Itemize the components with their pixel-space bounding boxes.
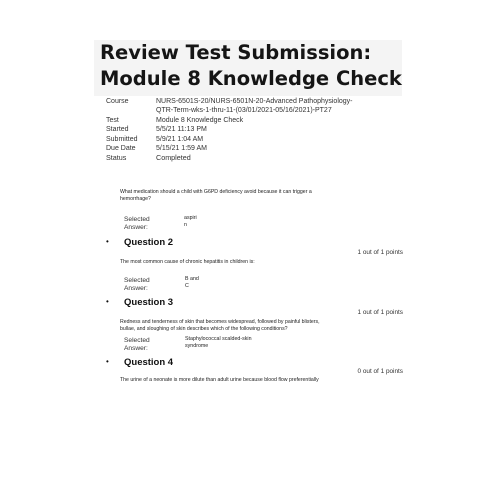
- selected-label-line-2: Answer:: [124, 224, 148, 231]
- submitted-row: [106, 135, 406, 144]
- page-title-line-2: Module 8 Knowledge Check: [100, 67, 402, 90]
- started-row: [106, 125, 406, 134]
- question-1-selected-label: [124, 216, 150, 232]
- question-1-text-line-2: hemorrhage?: [120, 195, 151, 202]
- page-title-line-1: Review Test Submission:: [100, 41, 372, 64]
- question-4-bullet: •: [106, 357, 109, 366]
- question-1-text-line-1: What medication should a child with G6PD deficiency avoid because it can trigger a: [120, 189, 312, 195]
- selected-label-line-2: Answer:: [124, 345, 148, 352]
- answer-line-2: C: [185, 283, 189, 290]
- question-2-selected-label: [124, 277, 150, 293]
- question-1-answer: [184, 215, 197, 229]
- selected-label-line-1: Selected: [124, 216, 150, 223]
- question-3-selected-label: [124, 337, 150, 353]
- course-label: Course: [106, 98, 129, 105]
- test-row: [106, 116, 406, 125]
- question-2-bullet: •: [106, 237, 109, 246]
- answer-line-2: syndrome: [185, 343, 209, 350]
- submitted-value: 5/9/21 1:04 AM: [156, 135, 204, 143]
- submitted-label: Submitted: [106, 135, 138, 143]
- selected-label-line-2: Answer:: [124, 285, 148, 292]
- answer-line-1: Staphylococcal scalded-skin: [185, 336, 252, 342]
- page-title: [100, 40, 410, 92]
- question-2-answer: [185, 276, 199, 290]
- question-3-bullet: •: [106, 297, 109, 306]
- course-row: [106, 97, 406, 116]
- answer-line-1: aspiri: [184, 215, 197, 221]
- test-label: Test: [106, 116, 119, 124]
- selected-label-line-1: Selected: [124, 337, 150, 344]
- due-date-value: 5/15/21 1:59 AM: [156, 145, 207, 153]
- test-value: Module 8 Knowledge Check: [156, 116, 244, 124]
- answer-line-1: B and: [185, 276, 199, 282]
- question-2-points: 1 out of 1 points: [357, 249, 403, 256]
- question-3-heading: Question 3: [124, 297, 174, 308]
- selected-label-line-1: Selected: [124, 277, 150, 284]
- started-label: Started: [106, 126, 129, 134]
- due-date-row: [106, 144, 406, 153]
- started-value: 5/5/21 11:13 PM: [156, 126, 207, 134]
- question-4-heading: Question 4: [124, 357, 174, 368]
- course-value-line-2: QTR-Term-wks-1-thru-11-(03/01/2021-05/16/2021)-PT27: [156, 107, 332, 115]
- course-value-line-1: NURS-6501S-20/NURS-6501N-20-Advanced Pathophysiology-: [156, 98, 353, 105]
- question-1-text: [120, 189, 312, 202]
- question-3-text-line-2: bullae, and sloughing of skin describes which of the following conditions?: [120, 325, 288, 332]
- status-row: [106, 153, 406, 162]
- answer-line-2: n: [184, 222, 187, 229]
- course-value: [156, 97, 406, 116]
- question-3-text-line-1: Redness and tenderness of skin that becomes widespread, followed by painful blisters,: [120, 319, 320, 325]
- question-2-text: The most common cause of chronic hepatitis in children is:: [120, 259, 255, 265]
- question-3-points: 1 out of 1 points: [357, 309, 403, 316]
- question-4-text: The urine of a neonate is more dilute than adult urine because blood flow preferentially: [120, 377, 319, 383]
- due-date-label: Due Date: [106, 145, 136, 153]
- question-3-text: [120, 319, 320, 332]
- question-2-heading: Question 2: [124, 237, 174, 248]
- status-label: Status: [106, 153, 127, 163]
- status-value: Completed: [156, 153, 191, 163]
- question-4-points: 0 out of 1 points: [357, 368, 403, 375]
- question-3-answer: [185, 336, 252, 350]
- submission-details: [106, 97, 406, 163]
